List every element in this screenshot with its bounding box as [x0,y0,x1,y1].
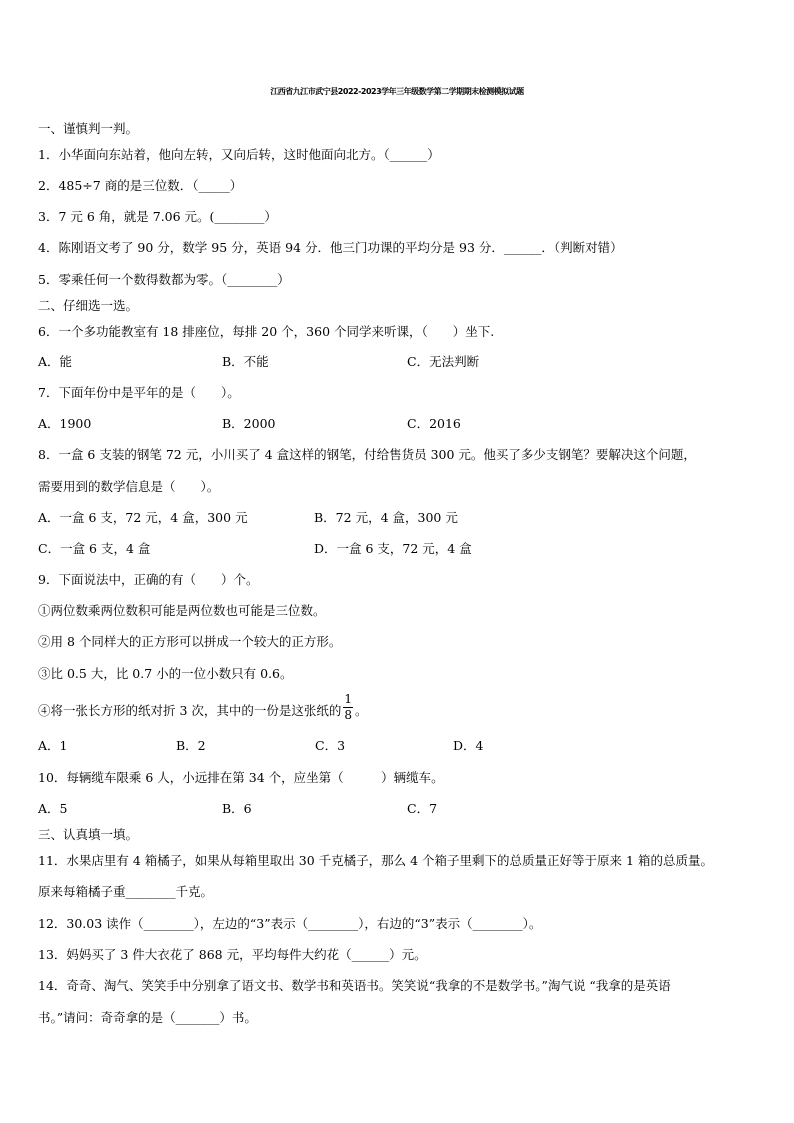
q9-option-b: B．2 [176,738,206,753]
question-10: 10．每辆缆车限乘 6 人，小远排在第 34 个，应坐第（ ）辆缆车。 [38,770,444,785]
question-14-line-1: 14．奇奇、淘气、笑笑手中分别拿了语文书、数学书和英语书。笑笑说“我拿的不是数学书。”淘气说 “我拿的是英语 [38,978,671,993]
question-11-line-1: 11．水果店里有 4 箱橘子，如果从每箱里取出 30 千克橘子，那么 4 个箱子里剩下的总质量正好等于原来 1 箱的总质量。 [38,853,713,868]
question-4: 4．陈刚语文考了 90 分，数学 95 分，英语 94 分．他三门功课的平均分是 93 分．______．（判断对错） [38,240,623,255]
question-11-line-2: 原来每箱橘子重________千克。 [38,884,214,899]
section-2-heading: 二、仔细选一选。 [38,298,139,313]
q8-option-a: A．一盒 6 支，72 元，4 盒，300 元 [38,510,248,525]
question-5: 5．零乘任何一个数得数都为零。（________） [38,272,290,287]
fraction-one-eighth [343,692,353,723]
question-12: 12．30.03 读作（________），左边的“3”表示（________），右边的“3”表示（________）。 [38,916,542,931]
q9-statement-2: ②用 8 个同样大的正方形可以拼成一个较大的正方形。 [38,634,342,649]
q8-option-c: C．一盒 6 支，4 盒 [38,541,151,556]
q9-option-d: D．4 [453,738,484,753]
question-13: 13．妈妈买了 3 件大衣花了 868 元，平均每件大约花（______）元。 [38,947,427,962]
q9-statement-4-end: 。 [355,703,368,718]
question-7: 7．下面年份中是平年的是（ ）。 [38,385,240,400]
q9-option-c: C．3 [315,738,346,753]
q9-statement-4-text: ④将一张长方形的纸对折 3 次，其中的一份是这张纸的 [38,703,342,718]
q10-option-b: B．6 [222,801,252,816]
section-3-heading: 三、认真填一填。 [38,827,139,842]
question-9: 9．下面说法中，正确的有（ ）个。 [38,572,259,587]
q8-option-b: B．72 元，4 盒，300 元 [314,510,458,525]
q9-statement-3: ③比 0.5 大，比 0.7 小的一位小数只有 0.6。 [38,666,293,681]
q6-option-c: C．无法判断 [407,354,480,369]
question-2: 2．485÷7 商的是三位数．（_____） [38,178,243,193]
page-title: 江西省九江市武宁县2022-2023学年三年级数学第二学期期末检测模拟试题 [270,87,524,96]
q10-option-a: A．5 [38,801,68,816]
q7-option-b: B．2000 [222,416,276,431]
q7-option-c: C．2016 [407,416,461,431]
question-6: 6．一个多功能教室有 18 排座位，每排 20 个，360 个同学来听课，（ ）坐下. [38,324,495,339]
q6-option-a: A．能 [38,354,73,369]
q7-option-a: A．1900 [38,416,92,431]
section-1-heading: 一、谨慎判一判。 [38,121,139,136]
q9-statement-1: ①两位数乘两位数积可能是两位数也可能是三位数。 [38,603,326,618]
fraction-numerator: 1 [344,692,353,706]
question-3: 3．7 元 6 角，就是 7.06 元。(________） [38,209,277,224]
fraction-denominator: 8 [344,708,353,722]
question-1: 1．小华面向东站着，他向左转，又向后转，这时他面向北方。（______） [38,147,440,162]
q9-option-a: A．1 [38,738,68,753]
q10-option-c: C．7 [407,801,438,816]
q6-option-b: B．不能 [222,354,269,369]
question-14-line-2: 书。”请问：奇奇拿的是（_______）书。 [38,1010,257,1025]
q9-statement-4 [38,692,368,722]
q8-option-d: D．一盒 6 支，72 元，4 盒 [314,541,472,556]
question-8-line-2: 需要用到的数学信息是（ ）。 [38,479,220,494]
question-8-line-1: 8．一盒 6 支装的钢笔 72 元，小川买了 4 盒这样的钢笔，付给售货员 300 元。他买了多少支钢笔？要解决这个问题， [38,447,696,462]
